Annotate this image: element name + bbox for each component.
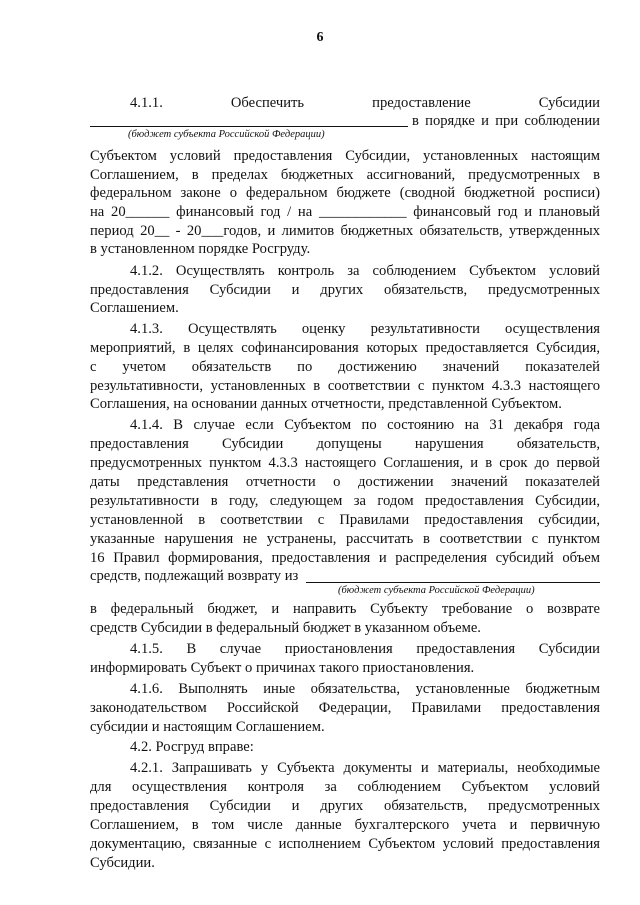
text-line: 4.1.6. Выполнять иные обязательства, установленные бюджетным bbox=[130, 681, 600, 697]
text-line: Соглашением, в пределах бюджетных ассигнований, предусмотренных в bbox=[90, 167, 600, 183]
text-line: предусмотренных пунктом 4.3.3 настоящего Соглашения, и в срок до первой bbox=[90, 455, 600, 471]
text-line: Соглашения, на основании данных отчетности, представленной Субъектом. bbox=[90, 396, 562, 412]
text-line: предоставления Субсидии и других обязательств, предусмотренных bbox=[90, 282, 600, 298]
text-line: мероприятий, в целях софинансирования которых предоставляется Субсидия, bbox=[90, 340, 600, 356]
text-line: результативности в году, следующем за годом предоставления Субсидии, bbox=[90, 493, 600, 509]
text-line: 4.1.3. Осуществлять оценку результативности осуществления bbox=[130, 321, 600, 337]
text-line: Субсидии. bbox=[90, 855, 155, 871]
text-line: 4.1.4. В случае если Субъектом по состоянию на 31 декабря года bbox=[130, 417, 600, 433]
text-line: федеральном законе о федеральном бюджете (сводной бюджетной росписи) bbox=[90, 185, 600, 201]
text-line: 4.1.1. Обеспечить предоставление Субсидии bbox=[130, 95, 600, 111]
text-line: 4.2.1. Запрашивать у Субъекта документы и материалы, необходимые bbox=[130, 760, 600, 776]
text-line: Субъектом условий предоставления Субсидии, установленных настоящим bbox=[90, 148, 600, 164]
text-line: средств, подлежащий возврату из bbox=[90, 568, 299, 584]
text-line: 4.1.2. Осуществлять контроль за соблюдением Субъектом условий bbox=[130, 263, 600, 279]
text-line: субсидии и настоящим Соглашением. bbox=[90, 719, 325, 735]
text-line: информировать Субъект о причинах такого приостановления. bbox=[90, 660, 475, 676]
text-line: Соглашением, в том числе данные бухгалтерского учета и первичную bbox=[90, 817, 600, 833]
text-line: средств Субсидии в федеральный бюджет в указанном объеме. bbox=[90, 620, 481, 636]
text-line: в установленном порядке Росгруду. bbox=[90, 241, 311, 257]
text-line: на 20______ финансовый год / на ____________ финансовый год и плановый bbox=[90, 204, 600, 220]
text-line: установленной в соответствии с Правилами предоставления субсидии, bbox=[90, 512, 600, 528]
text-line: 16 Правил формирования, предоставления и распределения субсидий объем bbox=[90, 550, 600, 566]
field-caption: (бюджет субъекта Российской Федерации) bbox=[338, 585, 535, 596]
text-line: документацию, связанные с исполнением Субъектом условий предоставления bbox=[90, 836, 600, 852]
text-line: предоставления Субсидии и других обязательств, предусмотренных bbox=[90, 798, 600, 814]
text-line: законодательством Российской Федерации, Правилами предоставления bbox=[90, 700, 600, 716]
text-line: 4.1.5. В случае приостановления предоставления Субсидии bbox=[130, 641, 600, 657]
field-caption: (бюджет субъекта Российской Федерации) bbox=[128, 129, 325, 140]
text-line: даты представления отчетности о достижении значений показателей bbox=[90, 474, 600, 490]
text-line: предоставления Субсидии допущены нарушения обязательств, bbox=[90, 436, 600, 452]
text-line: в порядке и при соблюдении bbox=[412, 113, 600, 129]
text-line: Соглашением. bbox=[90, 300, 179, 316]
section-heading: 4.2. Росгруд вправе: bbox=[130, 739, 254, 755]
text-line: с учетом обязательств по достижению значений показателей bbox=[90, 359, 600, 375]
blank-field bbox=[306, 582, 600, 583]
text-line: период 20__ - 20___годов, и лимитов бюджетных обязательств, утвержденных bbox=[90, 223, 600, 239]
text-line: для осуществления контроля за соблюдением Субъектом условий bbox=[90, 779, 600, 795]
text-line: указанные нарушения не устранены, рассчитать в соответствии с пунктом bbox=[90, 531, 600, 547]
page-number: 6 bbox=[316, 30, 324, 45]
text-line: результативности, установленных в соответствии с пунктом 4.3.3 настоящего bbox=[90, 378, 600, 394]
blank-field bbox=[90, 126, 408, 127]
text-line: в федеральный бюджет, и направить Субъекту требование о возврате bbox=[90, 601, 600, 617]
